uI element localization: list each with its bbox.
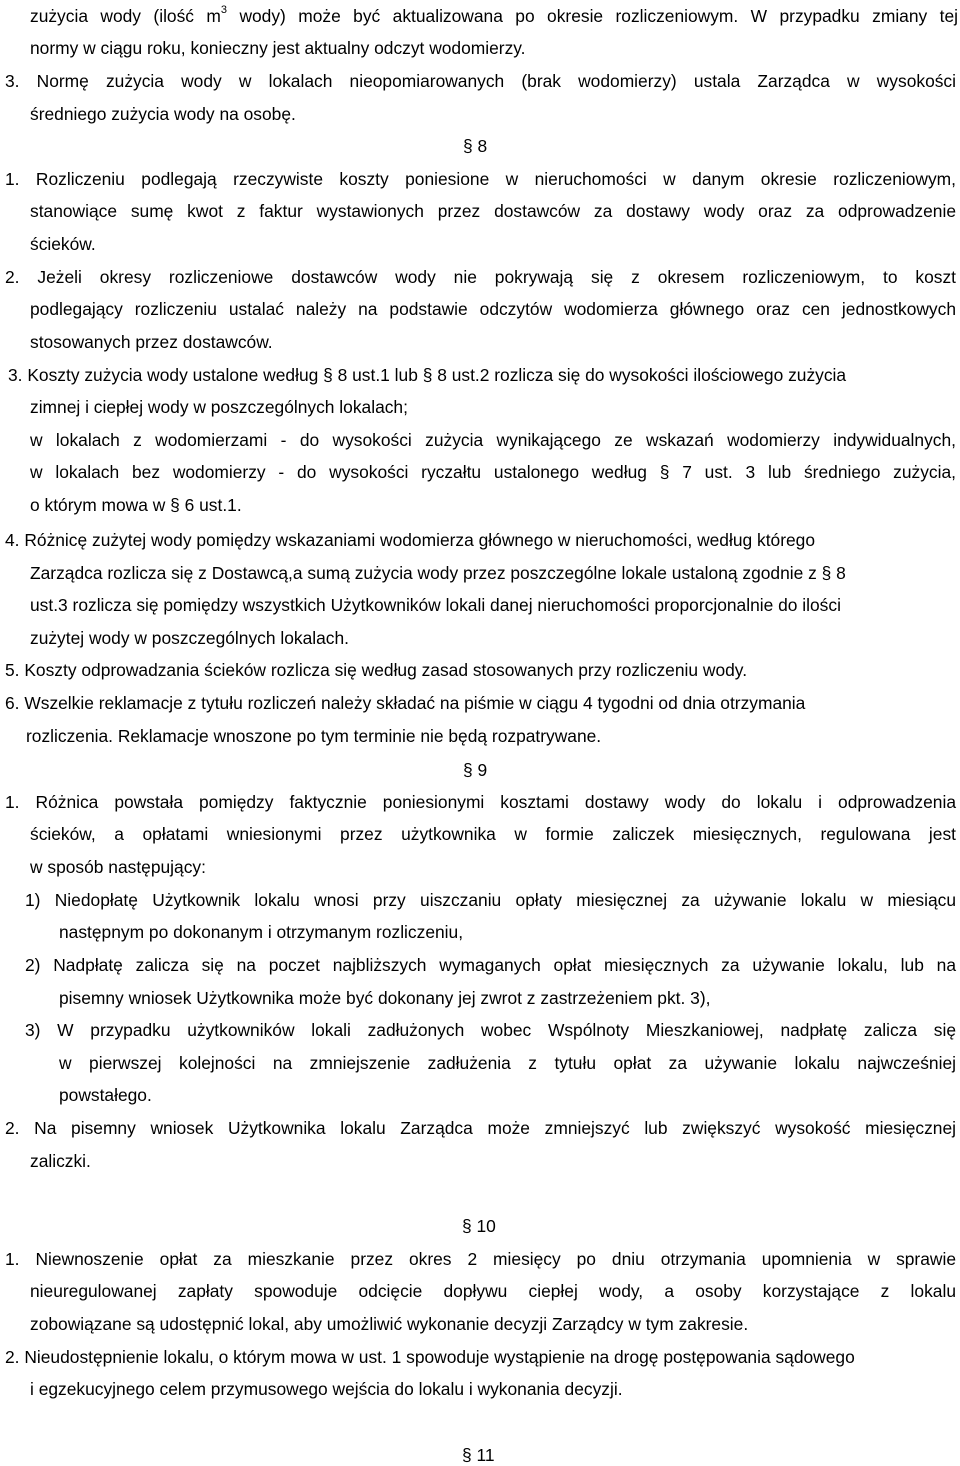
list-item: 2. Nieudostępnienie lokalu, o którym mowa w ust. 1 spowoduje wystąpienie na drogę postępowania sądowego	[5, 1347, 855, 1367]
text-line: w lokalach bez wodomierzy - do wysokości ryczałtu ustalonego według § 7 ust. 3 lub średniego zużycia,	[30, 462, 956, 482]
text-line: powstałego.	[59, 1085, 152, 1105]
list-item: 6. Wszelkie reklamacje z tytułu rozliczeń należy składać na piśmie w ciągu 4 tygodni od dnia otrzymania	[5, 693, 806, 713]
text-line: ścieków, a opłatami wniesionymi przez użytkownika w formie zaliczek miesięcznych, regulowana jest	[30, 824, 956, 844]
text-line: zaliczki.	[30, 1151, 91, 1171]
text-line: rozliczenia. Reklamacje wnoszone po tym terminie nie będą rozpatrywane.	[26, 726, 602, 746]
list-item: 1. Różnica powstała pomiędzy faktycznie poniesionymi kosztami dostawy wody do lokalu i odprowadzenia	[5, 792, 956, 812]
list-item: 3. Normę zużycia wody w lokalach nieopomiarowanych (brak wodomierzy) ustala Zarządca w wysokości	[5, 71, 956, 91]
text-line: stanowiące sumę kwot z faktur wystawionych przez dostawców za dostawy wody oraz za odprowadzenie	[30, 201, 956, 221]
list-item: 5. Koszty odprowadzania ścieków rozlicza się według zasad stosowanych przy rozliczeniu wody.	[5, 660, 748, 680]
text-line: ust.3 rozlicza się pomiędzy wszystkich Użytkowników lokali danej nieruchomości proporcjonalnie do ilości	[30, 595, 841, 615]
text-line: zużycia wody (ilość $m^3$ wody) może być aktualizowana po okresie rozliczeniowym. W przypadku zmiany tej	[30, 4, 958, 26]
text-line: normy w ciągu roku, konieczny jest aktualny odczyt wodomierzy.	[30, 38, 526, 58]
list-item: 3) W przypadku użytkowników lokali zadłużonych wobec Wspólnoty Mieszkaniowej, nadpłatę zalicza się	[25, 1020, 956, 1040]
text-line: nieuregulowanej zapłaty spowoduje odcięcie dopływu ciepłej wody, a osoby korzystające z lokalu	[30, 1281, 956, 1301]
list-item: 1) Niedopłatę Użytkownik lokalu wnosi przy uiszczaniu opłaty miesięcznej za używanie lokalu w miesiącu	[25, 890, 956, 910]
list-item: 2. Jeżeli okresy rozliczeniowe dostawców wody nie pokrywają się z okresem rozliczeniowym, to koszt	[5, 267, 956, 287]
list-item: 3. Koszty zużycia wody ustalone według § 8 ust.1 lub § 8 ust.2 rozlicza się do wysokości ilościowego zużycia	[8, 365, 847, 385]
text-line: w sposób następujący:	[30, 857, 206, 877]
list-item: 4. Różnicę zużytej wody pomiędzy wskazaniami wodomierza głównego w nieruchomości, według którego	[5, 530, 816, 550]
section-heading: § 9	[463, 760, 488, 780]
text-line: w pierwszej kolejności na zmniejszenie zadłużenia z tytułu opłat za używanie lokalu najwcześniej	[59, 1053, 956, 1073]
section-heading: § 11	[462, 1445, 495, 1465]
section-heading: § 8	[463, 136, 488, 156]
text-line: podlegający rozliczeniu ustalać należy na podstawie odczytów wodomierza głównego oraz cen jednostkowych	[30, 299, 956, 319]
text-line: pisemny wniosek Użytkownika może być dokonany jej zwrot z zastrzeżeniem pkt. 3),	[59, 988, 711, 1008]
text-line: zużytej wody w poszczególnych lokalach.	[30, 628, 349, 648]
list-item: 1. Rozliczeniu podlegają rzeczywiste koszty poniesione w nieruchomości w danym okresie rozliczeniowym,	[5, 169, 956, 189]
section-heading: § 10	[462, 1216, 496, 1236]
list-item: 1. Niewnoszenie opłat za mieszkanie przez okres 2 miesięcy po dniu otrzymania upomnienia w sprawie	[5, 1249, 956, 1269]
text-line: zimnej i ciepłej wody w poszczególnych lokalach;	[30, 397, 408, 417]
text-line: średniego zużycia wody na osobę.	[30, 104, 296, 124]
text-line: zobowiązane są udostępnić lokal, aby umożliwić wykonanie decyzji Zarządcy w tym zakresie.	[30, 1314, 749, 1334]
text-line: i egzekucyjnego celem przymusowego wejścia do lokalu i wykonania decyzji.	[30, 1379, 623, 1399]
text-line: Zarządca rozlicza się z Dostawcą,a sumą zużycia wody przez poszczególne lokale ustaloną zgodnie z § 8	[30, 563, 846, 583]
text-line: następnym po dokonanym i otrzymanym rozliczeniu,	[59, 922, 464, 942]
text-line: stosowanych przez dostawców.	[30, 332, 273, 352]
text-line: w lokalach z wodomierzami - do wysokości zużycia wynikającego ze wskazań wodomierzy indywidualnych,	[30, 430, 956, 450]
list-item: 2. Na pisemny wniosek Użytkownika lokalu Zarządca może zmniejszyć lub zwiększyć wysokość miesięcznej	[5, 1118, 956, 1138]
list-item: 2) Nadpłatę zalicza się na poczet najbliższych wymaganych opłat miesięcznych za używanie lokalu, lub na	[25, 955, 956, 975]
text-line: ścieków.	[30, 234, 96, 254]
text-line: o którym mowa w § 6 ust.1.	[30, 495, 242, 515]
